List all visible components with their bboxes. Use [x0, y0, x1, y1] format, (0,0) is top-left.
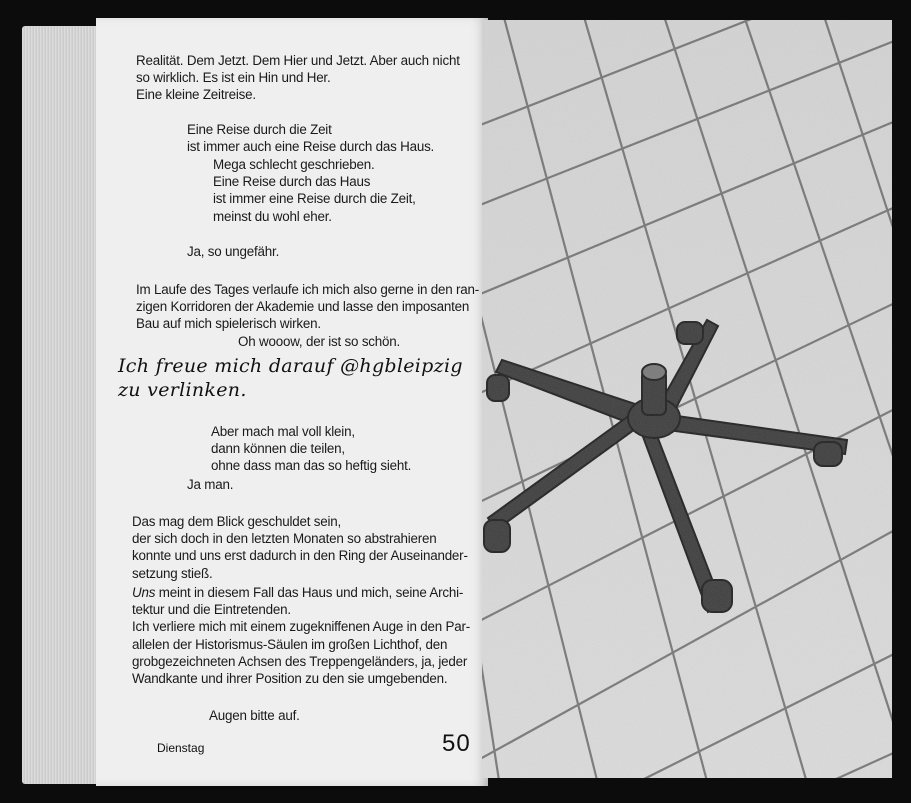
paragraph-3: Ja, so ungefähr. — [187, 244, 280, 259]
paragraph-4: Im Laufe des Tages verlaufe ich mich also gerne in den ran- zigen Korridoren der Akademie und lasse den imposanten Bau auf mich spielerisch wirken. — [136, 282, 480, 332]
book-page-edges — [22, 26, 100, 784]
paragraph-2b: Mega schlecht geschrieben. Eine Reise durch das Haus ist immer eine Reise durch die Zeit, meinst du wohl eher. — [213, 157, 416, 224]
paragraph-5b: Ja man. — [187, 477, 234, 492]
paragraph-2a: Eine Reise durch die Zeit ist immer auch eine Reise durch das Haus. — [187, 122, 435, 155]
page-number: 50 — [442, 730, 471, 757]
paragraph-1: Realität. Dem Jetzt. Dem Hier und Jetzt. Aber auch nicht so wirklich. Es ist ein Hin und Her. Eine kleine Zeitreise. — [136, 53, 460, 103]
right-page-photo — [482, 20, 892, 778]
paragraph-6: Das mag dem Blick geschuldet sein, der sich doch in den letzten Monaten so abstrahieren konnte und uns erst dadurch in den Ring der Auseinander- setzung stieß. — [132, 514, 468, 581]
paragraph-7: Uns meint in diesem Fall das Haus und mich, seine Archi- tektur und die Eintretenden. Ich verliere mich mit einem zugekniffenen Auge in den Par- allelen der Historismus-Säulen im großen Lichthof, den grobgezeichneten Achsen des Treppengeländers, ja, jeder Wandkante und ihrer Position zu den sie umgebenden. — [132, 585, 470, 687]
paragraph-8: Augen bitte auf. — [209, 708, 300, 723]
paragraph-5: Aber mach mal voll klein, dann können die teilen, ohne dass man das so heftig sieht. — [211, 424, 412, 474]
paragraph-4b: Oh wooow, der ist so schön. — [238, 334, 401, 349]
handwritten-note: Ich freue mich darauf @hgbleipzig zu verlinken. — [118, 355, 463, 401]
footer-day-label: Dienstag — [157, 741, 205, 755]
left-page — [96, 18, 488, 786]
office-chair-base-photo — [482, 20, 892, 778]
